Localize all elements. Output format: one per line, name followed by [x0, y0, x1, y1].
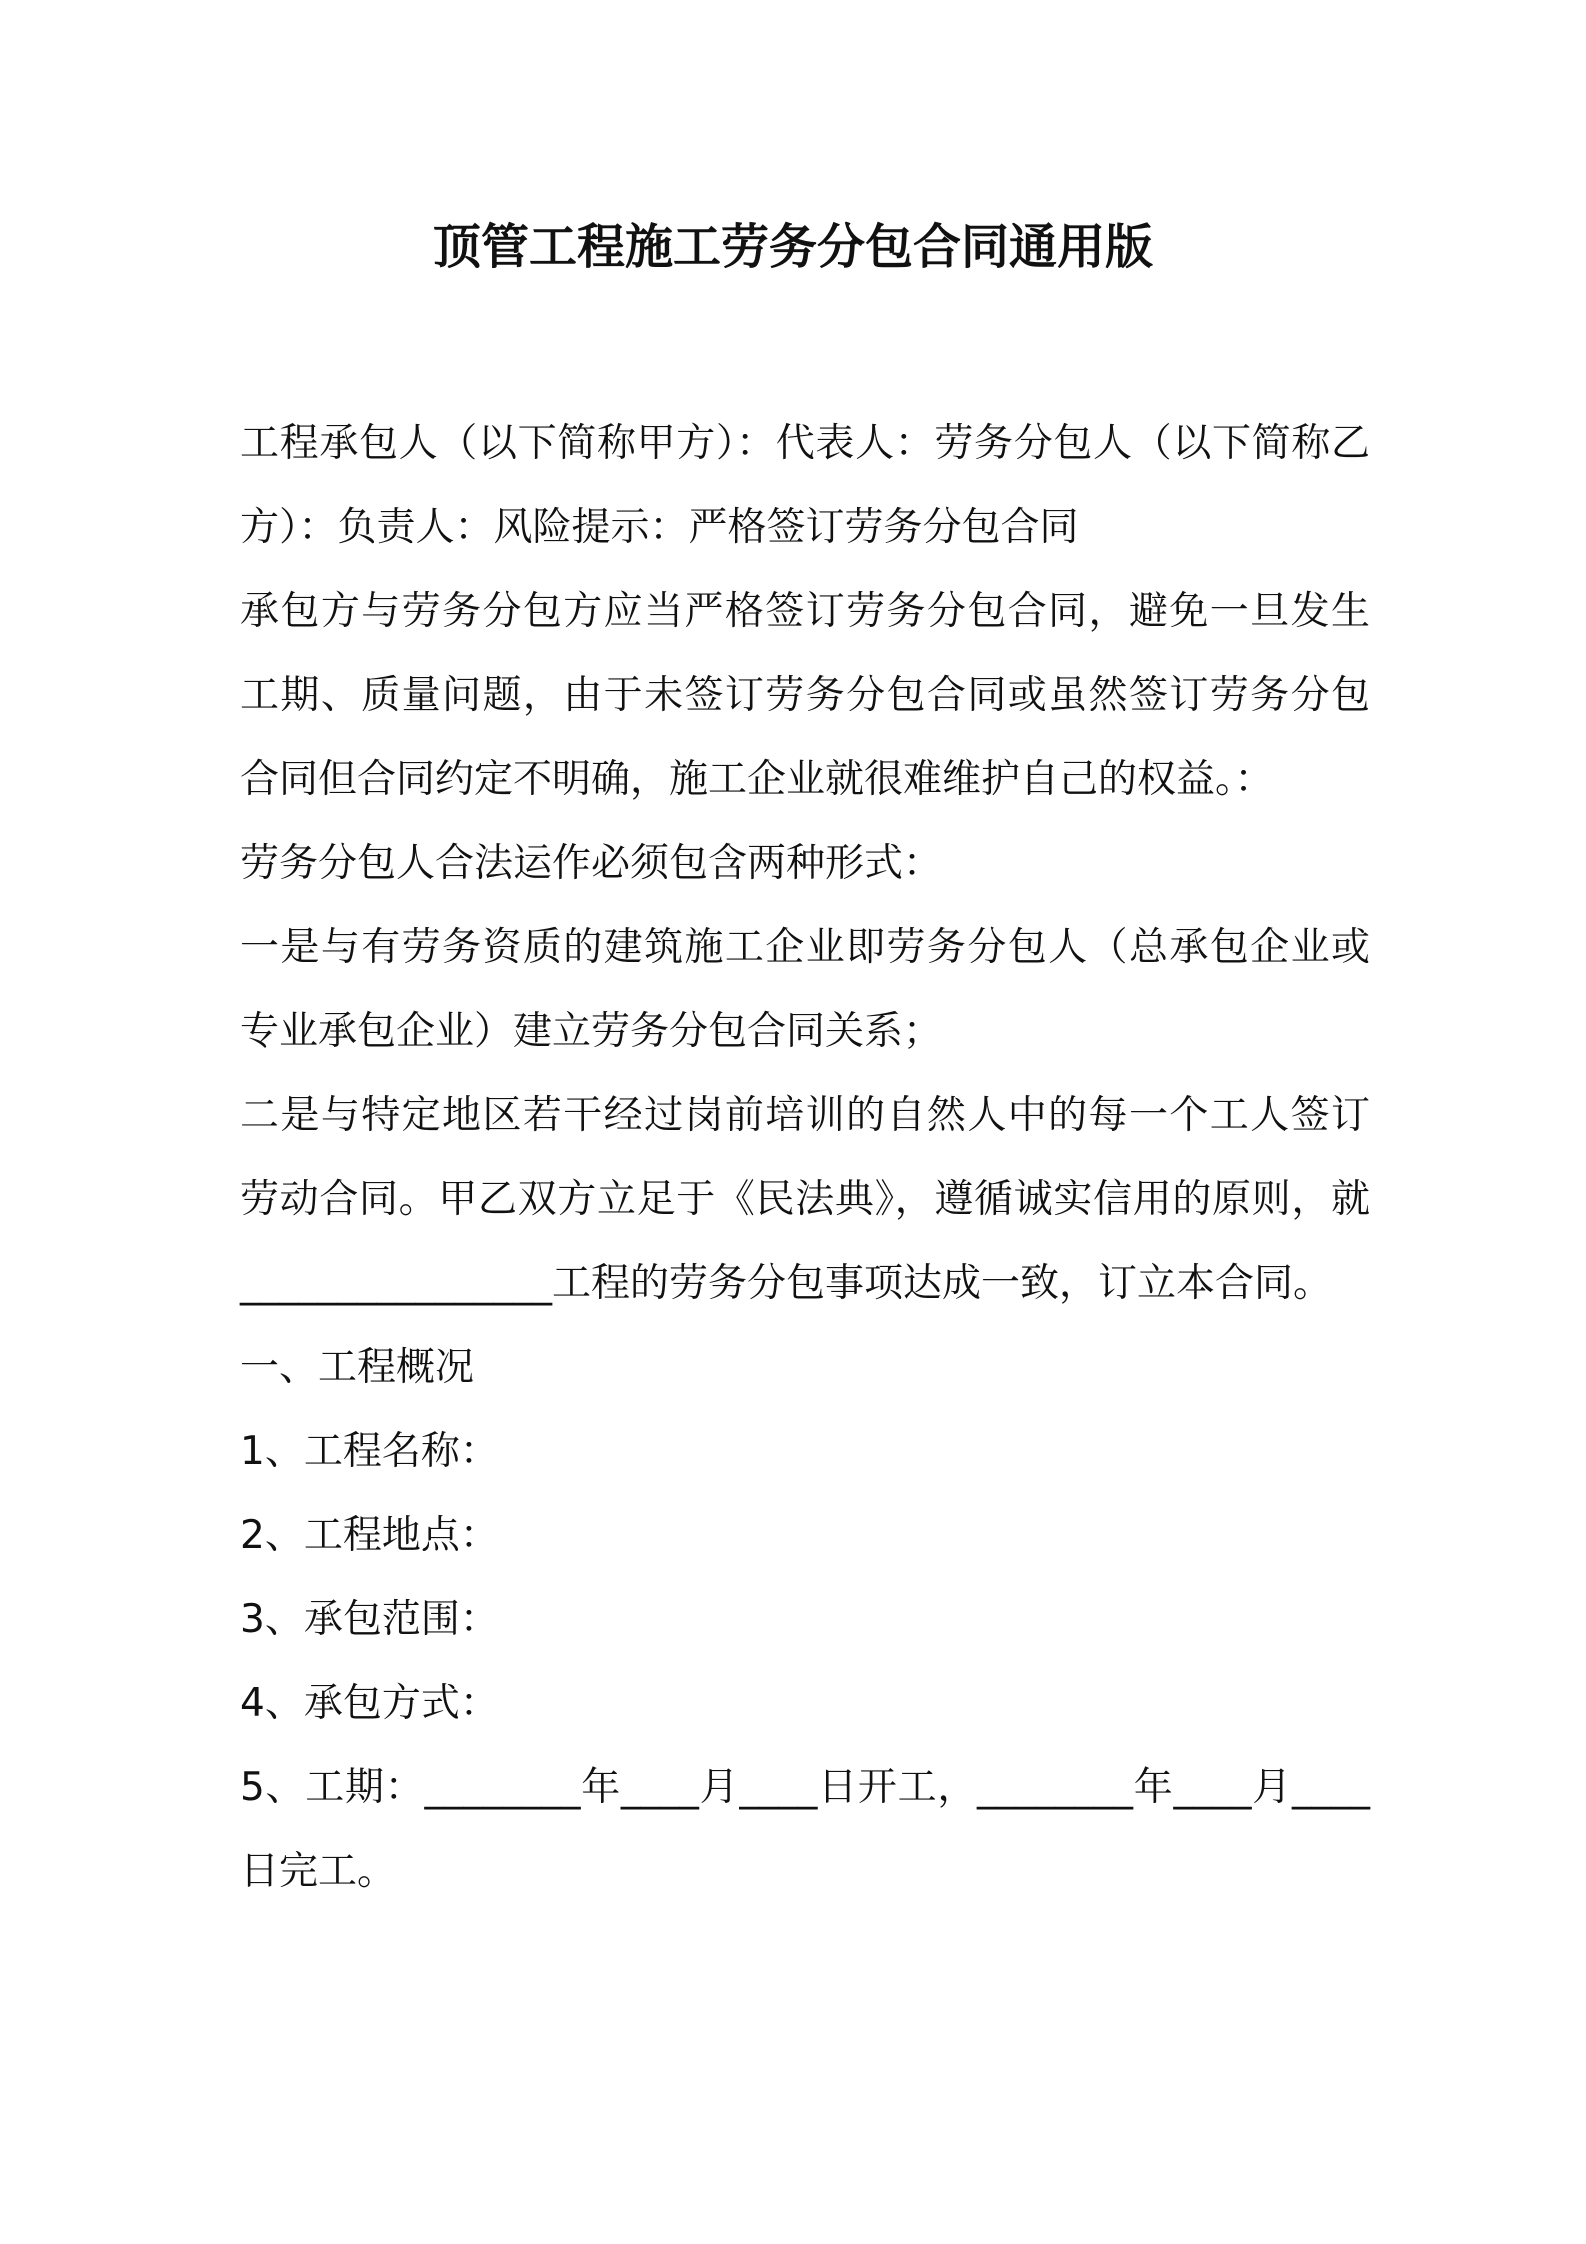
paragraph-form-one: 一是与有劳务资质的建筑施工企业即劳务分包人（总承包企业或专业承包企业）建立劳务分包合同关系；	[240, 925, 1370, 1054]
item-project-location: 2、工程地点：	[240, 1513, 499, 1558]
paragraph-forms-intro: 劳务分包人合法运作必须包含两种形式：	[240, 841, 943, 886]
section-heading-overview: 一、工程概况	[240, 1345, 475, 1390]
document-body	[240, 402, 1370, 1914]
item-schedule: 5、工期：________年____月____日开工，________年____月____日完工。	[240, 1765, 1370, 1894]
item-contract-scope: 3、承包范围：	[240, 1597, 499, 1642]
document-title: 顶管工程施工劳务分包合同通用版	[432, 219, 1153, 275]
item-contract-method: 4、承包方式：	[240, 1681, 499, 1726]
item-project-name: 1、工程名称：	[240, 1429, 499, 1474]
paragraph-form-two: 二是与特定地区若干经过岗前培训的自然人中的每一个工人签订劳动合同。甲乙双方立足于《民法典》，遵循诚实信用的原则，就________________工程的劳务分包事项达成一致，订立本合同。	[240, 1093, 1370, 1306]
paragraph-parties: 工程承包人（以下简称甲方）：代表人：劳务分包人（以下简称乙方）：负责人：风险提示：严格签订劳务分包合同	[240, 421, 1370, 550]
paragraph-risk-note: 承包方与劳务分包方应当严格签订劳务分包合同，避免一旦发生工期、质量问题，由于未签订劳务分包合同或虽然签订劳务分包合同但合同约定不明确，施工企业就很难维护自己的权益。：	[240, 589, 1370, 802]
